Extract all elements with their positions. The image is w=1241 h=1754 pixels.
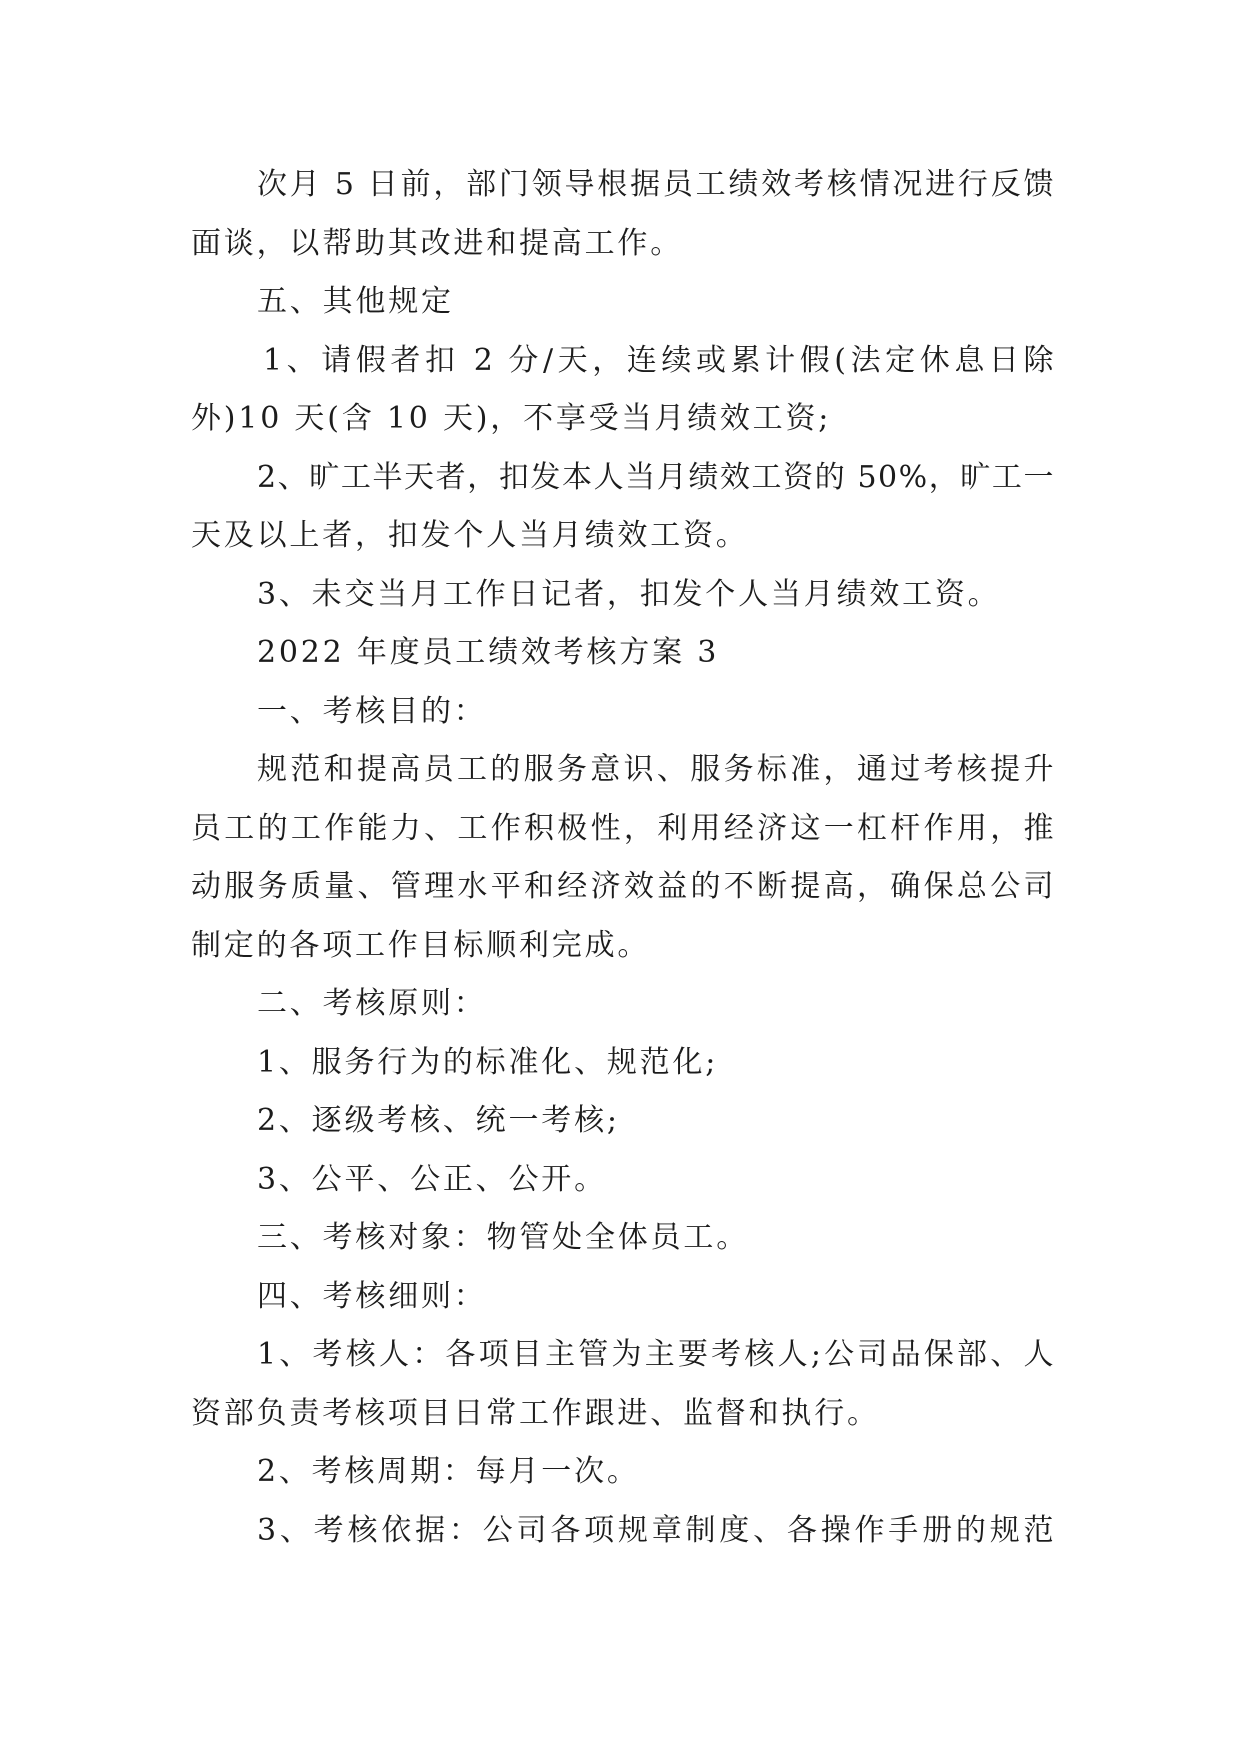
text-line: 1、考核人：各项目主管为主要考核人;公司品保部、人 <box>257 1337 1055 1372</box>
paragraph <box>191 566 1055 625</box>
text-line: 资部负责考核项目日常工作跟进、监督和执行。 <box>191 1395 880 1431</box>
text-line: 2、考核周期：每月一次。 <box>257 1454 640 1489</box>
paragraph <box>191 449 1055 566</box>
section-heading <box>191 273 1055 332</box>
section-heading <box>191 683 1055 742</box>
text-line: 动服务质量、管理水平和经济效益的不断提高，确保总公司 <box>191 869 1055 904</box>
text-line: 员工的工作能力、工作积极性，利用经济这一杠杆作用，推 <box>191 810 1055 846</box>
text-line: 1、服务行为的标准化、规范化; <box>257 1044 719 1080</box>
text-line: 天及以上者，扣发个人当月绩效工资。 <box>191 518 749 553</box>
list-item <box>191 1443 1055 1502</box>
text-line: 3、未交当月工作日记者，扣发个人当月绩效工资。 <box>257 576 1001 612</box>
paragraph <box>191 741 1055 975</box>
section-heading <box>191 975 1055 1034</box>
document-title <box>191 624 1055 683</box>
document-body <box>191 156 1055 1560</box>
paragraph <box>191 332 1055 449</box>
text-line: 2、旷工半天者，扣发本人当月绩效工资的 50%，旷工一 <box>257 459 1055 495</box>
text-line: 2022 年度员工绩效考核方案 3 <box>257 635 720 670</box>
text-line: 外)10 天(含 10 天)，不享受当月绩效工资; <box>191 401 832 436</box>
text-line: 一、考核目的： <box>257 693 487 729</box>
text-line: 面谈，以帮助其改进和提高工作。 <box>191 225 683 261</box>
text-line: 制定的各项工作目标顺利完成。 <box>191 927 651 963</box>
list-item <box>191 1092 1055 1151</box>
text-line: 规范和提高员工的服务意识、服务标准，通过考核提升 <box>257 752 1055 787</box>
paragraph <box>191 156 1055 273</box>
section-heading <box>191 1209 1055 1268</box>
list-item <box>191 1034 1055 1093</box>
section-heading <box>191 1268 1055 1327</box>
text-line: 1、请假者扣 2 分/天，连续或累计假(法定休息日除 <box>263 342 1055 378</box>
list-item <box>191 1502 1055 1561</box>
text-line: 次月 5 日前，部门领导根据员工绩效考核情况进行反馈 <box>257 167 1055 202</box>
text-line: 三、考核对象：物管处全体员工。 <box>257 1220 749 1255</box>
text-line: 3、公平、公正、公开。 <box>257 1161 607 1197</box>
list-item <box>191 1326 1055 1443</box>
text-line: 二、考核原则： <box>257 986 487 1021</box>
list-item <box>191 1151 1055 1210</box>
text-line: 2、逐级考核、统一考核; <box>257 1103 620 1138</box>
text-line: 3、考核依据：公司各项规章制度、各操作手册的规范 <box>257 1512 1055 1548</box>
text-line: 五、其他规定 <box>257 284 454 319</box>
text-line: 四、考核细则： <box>257 1278 487 1314</box>
